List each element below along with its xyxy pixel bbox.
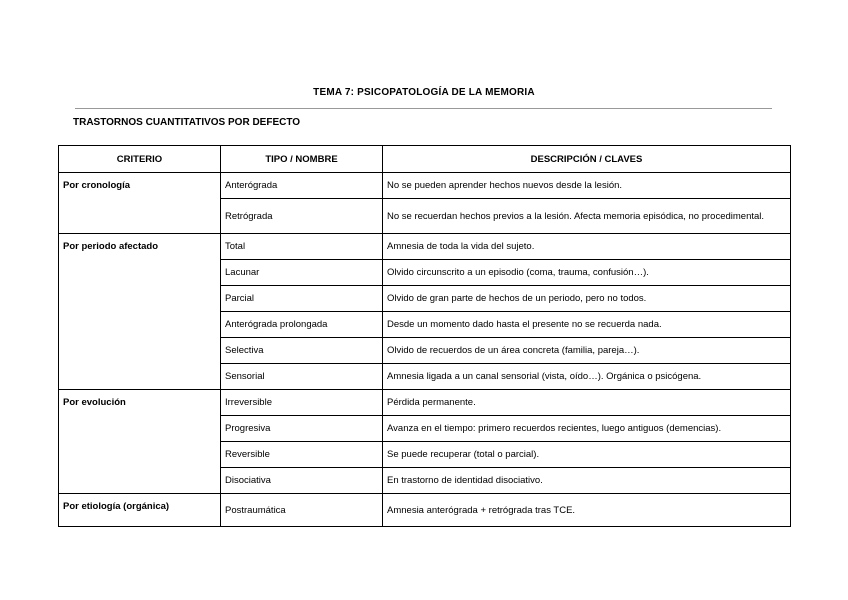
type-cell: Total: [221, 234, 383, 260]
type-cell: Progresiva: [221, 416, 383, 442]
table-row: [59, 234, 791, 260]
description-cell: No se pueden aprender hechos nuevos desde la lesión.: [383, 173, 791, 199]
type-cell: Retrógrada: [221, 199, 383, 234]
type-cell: Disociativa: [221, 468, 383, 494]
description-cell: Amnesia anterógrada + retrógrada tras TCE.: [383, 494, 791, 527]
type-cell: Irreversible: [221, 390, 383, 416]
type-cell: Postraumática: [221, 494, 383, 527]
title-divider: [75, 108, 772, 109]
description-cell: Pérdida permanente.: [383, 390, 791, 416]
description-cell: Olvido circunscrito a un episodio (coma, trauma, confusión…).: [383, 260, 791, 286]
table-row: [59, 173, 791, 199]
type-cell: Sensorial: [221, 364, 383, 390]
description-cell: Olvido de gran parte de hechos de un periodo, pero no todos.: [383, 286, 791, 312]
description-cell: Olvido de recuerdos de un área concreta (familia, pareja…).: [383, 338, 791, 364]
criterion-cell: Por periodo afectado: [59, 234, 221, 390]
description-cell: Desde un momento dado hasta el presente no se recuerda nada.: [383, 312, 791, 338]
criterion-cell: Por etiología (orgánica): [59, 494, 221, 527]
type-cell: Reversible: [221, 442, 383, 468]
description-cell: En trastorno de identidad disociativo.: [383, 468, 791, 494]
section-title: TRASTORNOS CUANTITATIVOS POR DEFECTO: [73, 117, 301, 128]
type-cell: Anterógrada: [221, 173, 383, 199]
document-title: TEMA 7: PSICOPATOLOGÍA DE LA MEMORIA: [313, 87, 535, 98]
criterion-cell: Por evolución: [59, 390, 221, 494]
table-row: [59, 390, 791, 416]
description-cell: Se puede recuperar (total o parcial).: [383, 442, 791, 468]
type-cell: Anterógrada prolongada: [221, 312, 383, 338]
header-tipo-nombre: TIPO / NOMBRE: [221, 146, 383, 173]
description-cell: No se recuerdan hechos previos a la lesión. Afecta memoria episódica, no procedimental.: [383, 199, 791, 234]
table-row: [59, 494, 791, 527]
description-cell: Avanza en el tiempo: primero recuerdos recientes, luego antiguos (demencias).: [383, 416, 791, 442]
type-cell: Selectiva: [221, 338, 383, 364]
type-cell: Parcial: [221, 286, 383, 312]
criterion-cell: Por cronología: [59, 173, 221, 234]
header-criterio: CRITERIO: [59, 146, 221, 173]
description-cell: Amnesia ligada a un canal sensorial (vista, oído…). Orgánica o psicógena.: [383, 364, 791, 390]
header-descripcion: DESCRIPCIÓN / CLAVES: [383, 146, 791, 173]
amnesia-table: [58, 145, 791, 527]
type-cell: Lacunar: [221, 260, 383, 286]
table-header-row: [59, 146, 791, 173]
description-cell: Amnesia de toda la vida del sujeto.: [383, 234, 791, 260]
